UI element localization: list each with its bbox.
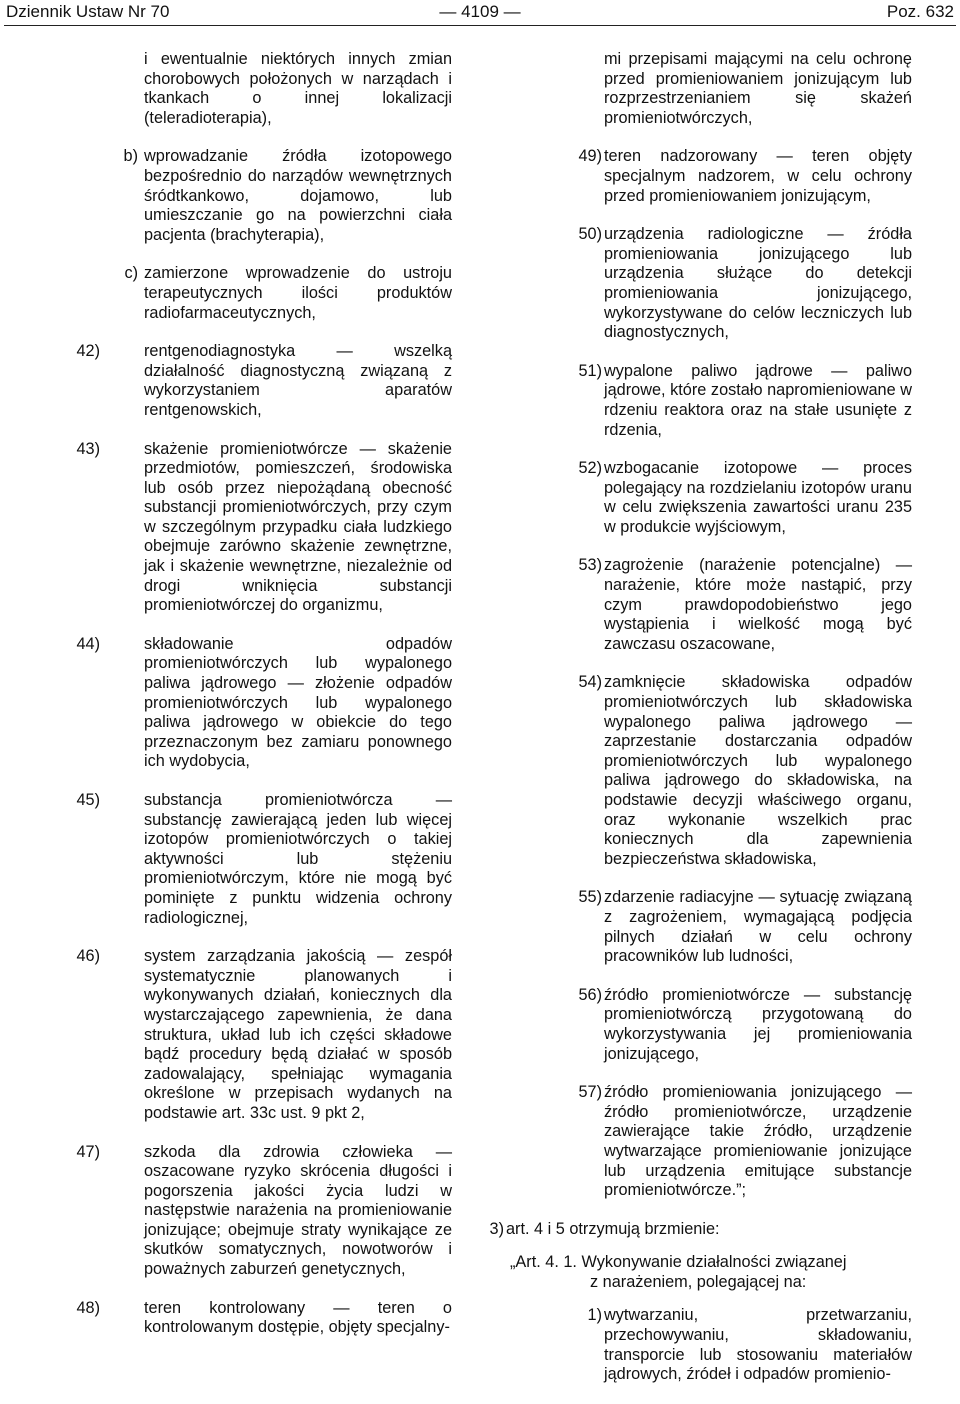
definition-number: 49) (578, 147, 602, 166)
definition-number: 53) (578, 556, 602, 575)
definition-item (480, 556, 912, 654)
definition-item (480, 673, 912, 869)
subpoint-b (104, 147, 452, 245)
header-rule (4, 25, 956, 26)
definition-text: wzbogacanie izotopowe — proces polegający na rozdzielaniu izotopów uranu w celu zwiększenia zawartości uranu 235 w produkcie wyjściowym, (604, 459, 912, 536)
definition-number: 56) (578, 985, 602, 1004)
definition-item (480, 459, 912, 537)
definition-text: teren nadzorowany — teren objęty specjalnym nadzorem, w celu ochrony przed promieniowaniem jonizującym, (604, 147, 912, 205)
amendment-point-3-label: 3) (489, 1219, 504, 1238)
subpoint-c-text: zamierzone wprowadzenie do ustroju terapeutycznych ilości produktów radiofarmaceutycznych, (144, 264, 452, 322)
amendment-point-3 (480, 1220, 912, 1240)
left-column (76, 50, 452, 1357)
definition-item (480, 225, 912, 343)
definition-text: składowanie odpadów promieniotwórczych lub wypalonego paliwa jądrowego — złożenie odpadów promieniotwórczych lub wypalonego paliwa jądrowego w obiekcie do tego przeznaczonym bez zamiaru ponownego ich wydobycia, (144, 634, 452, 771)
journal-title: Dziennik Ustaw Nr 70 (6, 2, 170, 21)
definition-item (480, 362, 912, 440)
position-number: Poz. 632 (886, 2, 954, 21)
definition-item (480, 147, 912, 206)
continued-text (480, 50, 912, 128)
definition-text: substancja promieniotwórcza — substancję zawierającą jeden lub więcej izotopów promieniotwórczych o takiej aktywności lub stężeniu promieniotwórczym, które nie mogą być pominięte z punktu widzenia ochrony radiologicznej, (144, 791, 452, 927)
definition-number: 47) (76, 1142, 100, 1161)
definition-text: teren kontrolowany — teren o kontrolowanym dostępie, objęty specjalny- (144, 1298, 452, 1337)
page-header (6, 2, 954, 24)
definition-number: 42) (76, 342, 100, 361)
definition-number: 50) (578, 225, 602, 244)
definition-number: 57) (578, 1083, 602, 1102)
definition-text: zamknięcie składowiska odpadów promieniotwórczych lub składowiska wypalonego paliwa jądrowego — zaprzestanie dostarczania odpadów promieniotwórczych lub wypalonego paliwa jądrowego do składowiska, na podstawie decyzji właściwego organu, oraz wykonanie wszelkich prac koniecznych dla zapewnienia bezpieczeństwa składowiska, (604, 673, 912, 868)
definition-number: 54) (578, 673, 602, 692)
article-4-text: „Art. 4. 1. Wykonywanie działalności związanej (510, 1253, 847, 1272)
definition-text: wypalone paliwo jądrowe — paliwo jądrowe, które zostało napromieniowane w rdzeniu reaktora oraz na stałe usunięte z rdzenia, (604, 361, 912, 439)
definition-text: skażenie promieniotwórcze — skażenie przedmiotów, pomieszczeń, środowiska lub osób przez niepożądaną obecność substancji promieniotwórczych, przy czym w szczególnym przypadku ciała ludzkiego obejmuje zarówno skażenie zewnętrzne, jak i skażenie wewnętrzne, niezależnie od drogi wniknięcia substancji promieniotwórczej do organizmu, (144, 439, 452, 615)
definition-text: rentgenodiagnostyka — wszelką działalność diagnostyczną związaną z wykorzystaniem aparatów rentgenowskich, (144, 342, 452, 419)
definition-number: 44) (76, 634, 100, 653)
subpoint-b-label: b) (123, 147, 138, 166)
definition-number: 46) (76, 947, 100, 966)
definition-item (76, 342, 452, 420)
article-4-text-cont: z narażeniem, polegającej na: (590, 1272, 807, 1291)
subpoint-b-text: wprowadzanie źródła izotopowego bezpośrednio do narządów wewnętrznych śródtkankowo, dojamowo, lub umieszczanie go na powierzchni ciała pacjenta (brachyterapia), (144, 147, 452, 244)
definition-item (76, 439, 452, 616)
amendment-point-3-text: art. 4 i 5 otrzymują brzmienie: (506, 1219, 720, 1238)
definition-number: 43) (76, 439, 100, 458)
definition-text: szkoda dla zdrowia człowieka — oszacowane ryzyko skrócenia długości i pogorszenia jakości życia ludzi w następstwie narażenia na promieniowanie jonizujące; obejmuje straty wynikające ze skutków somatycznych, nowotworów i poważnych zaburzeń genetycznych, (144, 1142, 452, 1279)
continued-text-body: i ewentualnie niektórych innych zmian chorobowych położonych w narządach i tkankach o innej lokalizacji (teleradioterapia), (144, 50, 452, 127)
definition-item (480, 1083, 912, 1201)
definition-number: 51) (578, 361, 602, 380)
definition-item (76, 1142, 452, 1280)
continued-text-body: mi przepisami mającymi na celu ochronę przed promieniowaniem jonizującym lub rozprzestrzenianiem się skażeń promieniotwórczych, (604, 50, 912, 127)
subpoint-c (104, 264, 452, 323)
definition-item (76, 1298, 452, 1338)
definition-item (480, 986, 912, 1064)
definition-text: zagrożenie (narażenie potencjalne) — narażenie, które może nastąpić, przy czym prawdopodobieństwo jego wystąpienia i wielkość mogą być zawczasu oszacowane, (604, 556, 912, 653)
article-4-subitem-1 (480, 1306, 912, 1384)
page-number: — 4109 — (439, 2, 521, 21)
definition-item (480, 888, 912, 966)
definition-text: zdarzenie radiacyjne — sytuację związaną z zagrożeniem, wymagającą podjęcia pilnych działań w celu ochrony pracowników lub ludności, (604, 888, 912, 966)
continued-text (104, 50, 452, 128)
definition-text: system zarządzania jakością — zespół systematycznie planowanych i wykonywanych działań, koniecznych dla wystarczającego zapewnienia, że dana struktura, układ lub ich części składowe bądź procedury będą działać w sposób zadowalający, spełniając wymagania określone w przepisach wydanych na podstawie art. 33c ust. 9 pkt 2, (144, 947, 452, 1122)
right-column (480, 50, 912, 1404)
definition-number: 52) (578, 459, 602, 478)
definition-number: 45) (76, 791, 100, 809)
definition-text: urządzenia radiologiczne — źródła promieniowania jonizującego lub urządzenia służące do detekcji promieniowania jonizującego, wykorzystywane do celów leczniczych lub diagnostycznych, (604, 225, 912, 342)
definition-item (76, 634, 452, 772)
article-4-continuation (480, 1273, 912, 1293)
subpoint-c-label: c) (124, 264, 138, 283)
article-4-heading (480, 1253, 912, 1273)
definition-text: źródło promieniotwórcze — substancję promieniotwórczą przygotowaną do wykorzystywania jej promieniowania jonizującego, (604, 985, 912, 1063)
definition-number: 48) (76, 1298, 100, 1317)
definition-number: 55) (578, 888, 602, 907)
article-4-subitem-1-text: wytwarzaniu, przetwarzaniu, przechowywaniu, składowaniu, transporcie lub stosowaniu materiałów jądrowych, źródeł i odpadów promienio- (604, 1306, 912, 1384)
definition-text: źródło promieniowania jonizującego — źródło promieniotwórcze, urządzenie zawierające takie źródło, urządzenie wytwarzające promieniowanie jonizujące lub urządzenia emitujące substancje promieniotwórcze.”; (604, 1083, 912, 1200)
definition-item (76, 947, 452, 1123)
definition-item (76, 791, 452, 928)
article-4-subitem-1-label: 1) (587, 1306, 602, 1325)
